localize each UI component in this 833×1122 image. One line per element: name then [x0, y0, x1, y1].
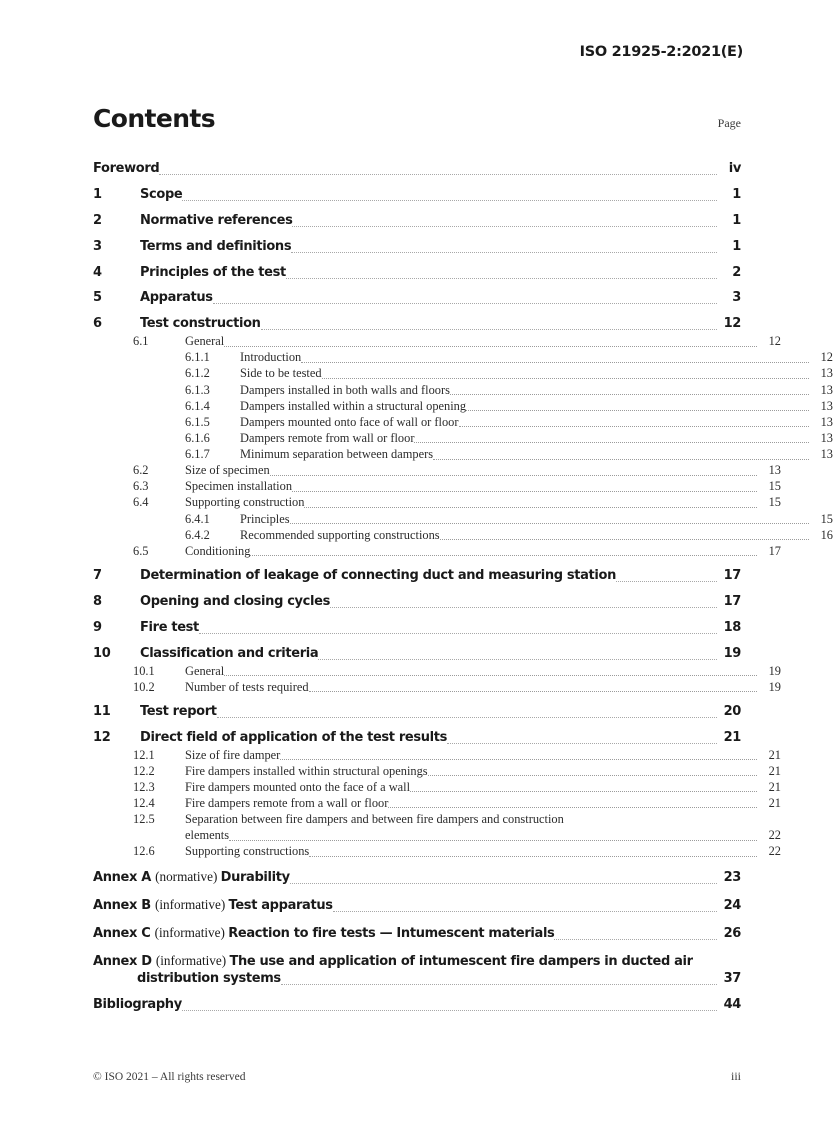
- toc-entry-label-continuation-text: elements: [185, 828, 230, 843]
- toc-entry-body: [140, 187, 741, 204]
- toc-entry-body: [240, 430, 833, 446]
- toc-entry-body: [240, 382, 833, 398]
- toc-entry-label: Apparatus: [140, 290, 213, 306]
- toc-entry-label: General: [185, 334, 225, 349]
- toc-entry[interactable]: [93, 511, 833, 527]
- toc-entry-body: [140, 704, 741, 721]
- toc-entry-body: [140, 730, 741, 747]
- toc-entry-number: 11: [93, 703, 111, 719]
- annex-title-continuation: [93, 971, 741, 988]
- toc-entry-label: Fire dampers installed within structural openings: [185, 763, 428, 778]
- toc-entry-body: [240, 349, 833, 365]
- toc-entry[interactable]: [93, 365, 833, 381]
- toc-page-number: 17: [723, 593, 741, 609]
- toc-page-number: 1: [732, 186, 741, 202]
- toc-entry-label: Minimum separation between dampers: [240, 447, 434, 462]
- toc-entry-body: [185, 478, 781, 494]
- dot-leader: [292, 217, 717, 230]
- toc-entry-number: 6.1.7: [185, 447, 210, 462]
- dot-leader: [224, 666, 757, 678]
- toc-entry[interactable]: [93, 843, 781, 859]
- toc-entry-body: [140, 646, 741, 663]
- toc-page-number: 1: [732, 212, 741, 228]
- toc-entry-number: 6.1.2: [185, 366, 210, 381]
- toc-entry-body: [240, 511, 833, 527]
- toc-annex-entry[interactable]: [93, 952, 741, 988]
- toc-page-number: 26: [723, 926, 741, 942]
- toc-entry-body: [240, 414, 833, 430]
- toc-page-number: 13: [820, 382, 833, 397]
- toc-entry-label: Supporting construction: [185, 495, 305, 510]
- toc-page-number: 23: [723, 870, 741, 886]
- toc-entry-number: 8: [93, 593, 102, 609]
- toc-entry[interactable]: [93, 213, 741, 230]
- page-column-label: Page: [717, 116, 741, 130]
- toc-entry-label: Bibliography: [93, 996, 182, 1012]
- annex-kind: (normative): [155, 869, 221, 885]
- toc-page-number: 12: [768, 334, 781, 349]
- toc-page-number: 21: [768, 779, 781, 794]
- toc-entry[interactable]: [93, 349, 833, 365]
- toc-entry-number: 6.2: [133, 463, 149, 478]
- toc-entry-number: 10: [93, 645, 111, 661]
- toc-bibliography-entry[interactable]: [93, 997, 741, 1014]
- toc-page-number: iv: [728, 161, 741, 176]
- toc-page-number: 17: [723, 567, 741, 583]
- toc-entry-body: [140, 290, 741, 307]
- annex-title: Reaction to fire tests — Intumescent materials: [228, 926, 555, 942]
- toc-entry-number: 1: [93, 186, 102, 202]
- toc-entry-number: 12.4: [133, 795, 155, 810]
- toc-entry-label: General: [185, 663, 225, 678]
- toc-entry-body: [185, 779, 781, 795]
- dot-leader: [466, 401, 809, 413]
- toc-entry[interactable]: [93, 646, 741, 663]
- toc-entry-body: [185, 795, 781, 811]
- toc-entry[interactable]: [93, 333, 781, 349]
- toc-entry-label: Fire dampers mounted onto the face of a wall: [185, 779, 411, 794]
- toc-page-number: 17: [768, 543, 781, 558]
- annex-kind: (informative): [154, 897, 229, 913]
- toc-entry[interactable]: [93, 265, 741, 282]
- toc-entry[interactable]: [93, 398, 833, 414]
- toc-entry-body: [185, 811, 781, 843]
- toc-entry-number: 6: [93, 316, 102, 332]
- annex-name: Annex A: [93, 870, 156, 886]
- toc-entry-number: 2: [93, 212, 102, 228]
- toc-entry-number: 3: [93, 238, 102, 254]
- toc-entry[interactable]: [93, 594, 741, 611]
- annex-kind: (informative): [154, 925, 229, 941]
- toc-entry[interactable]: [93, 382, 833, 398]
- annex-kind: (informative): [155, 953, 230, 969]
- annex-title: The use and application of intumescent fire dampers in ducted air: [229, 954, 693, 970]
- toc-entry-body: [93, 161, 741, 178]
- copyright-notice: © ISO 2021 – All rights reserved: [93, 1071, 246, 1083]
- dot-leader: [224, 337, 757, 349]
- toc-entry-body: [185, 333, 781, 349]
- toc-entry[interactable]: [93, 414, 833, 430]
- toc-entry[interactable]: [93, 316, 741, 333]
- annex-title-continuation-text: distribution systems: [137, 971, 281, 987]
- toc-entry-number: 12.5: [133, 812, 155, 827]
- toc-entry-body: [140, 620, 741, 637]
- toc-entry-label: Determination of leakage of connecting duct and measuring station: [140, 567, 617, 583]
- dot-leader: [414, 434, 809, 446]
- toc-entry-number: 6.3: [133, 479, 149, 494]
- toc-entry[interactable]: [93, 187, 741, 204]
- dot-leader: [388, 799, 757, 811]
- toc-entry[interactable]: [93, 763, 781, 779]
- toc-entry-number: 6.4.1: [185, 511, 210, 526]
- dot-leader: [322, 369, 809, 381]
- toc-annex-entry[interactable]: [93, 868, 741, 887]
- toc-entry[interactable]: [93, 747, 781, 763]
- toc-entry-number: 6.1.3: [185, 382, 210, 397]
- toc-page-number: 19: [768, 679, 781, 694]
- toc-entry-label: Terms and definitions: [140, 238, 292, 254]
- toc-entry-label: Separation between fire dampers and between fire dampers and construction: [185, 812, 564, 827]
- toc-entry-body: [93, 896, 741, 915]
- toc-entry-number: 10.1: [133, 663, 155, 678]
- toc-entry[interactable]: [93, 239, 741, 256]
- table-of-contents: [93, 152, 833, 1014]
- toc-entry-label: Foreword: [93, 161, 160, 176]
- dot-leader: [261, 320, 717, 333]
- toc-entry-label: Dampers installed within a structural opening: [240, 398, 467, 413]
- dot-leader: [280, 750, 757, 762]
- toc-page-number: 18: [723, 619, 741, 635]
- toc-entry-label: Fire test: [140, 619, 199, 635]
- toc-entry[interactable]: [93, 620, 741, 637]
- toc-entry-number: 6.1.4: [185, 398, 210, 413]
- toc-entry-body: [185, 747, 781, 763]
- toc-entry-body: [93, 952, 741, 988]
- toc-entry-label: Principles of the test: [140, 264, 286, 280]
- dot-leader: [286, 268, 717, 281]
- toc-entry[interactable]: [93, 543, 781, 559]
- toc-page-number: 13: [820, 398, 833, 413]
- toc-page-number: 22: [768, 844, 781, 859]
- toc-entry-label: Side to be tested: [240, 366, 322, 381]
- toc-page-number: 21: [768, 795, 781, 810]
- page-footer: [93, 1069, 741, 1084]
- page-title: Contents: [93, 104, 216, 133]
- toc-entry-body: [185, 663, 781, 679]
- dot-leader: [182, 1001, 717, 1014]
- toc-entry-label: Classification and criteria: [140, 645, 319, 661]
- dot-leader: [318, 650, 717, 663]
- annex-name: Annex B: [93, 898, 155, 914]
- toc-page-number: 3: [732, 290, 741, 306]
- annex-title: Test apparatus: [228, 898, 333, 914]
- toc-entry[interactable]: [93, 161, 741, 178]
- toc-entry[interactable]: [93, 446, 833, 462]
- dot-leader: [309, 682, 757, 694]
- toc-entry-label: Size of specimen: [185, 463, 270, 478]
- toc-entry-label: Direct field of application of the test results: [140, 729, 448, 745]
- annex-name: Annex C: [93, 926, 155, 942]
- toc-annex-entry[interactable]: [93, 924, 741, 943]
- toc-entry[interactable]: [93, 811, 781, 843]
- toc-page-number: 1: [732, 238, 741, 254]
- toc-entry-body: [240, 446, 833, 462]
- toc-entry-body: [140, 239, 741, 256]
- toc-page-number: 12: [723, 316, 741, 332]
- toc-entry[interactable]: [93, 795, 781, 811]
- toc-entry-number: 6.5: [133, 543, 149, 558]
- toc-entry-body: [185, 763, 781, 779]
- toc-page-number: 13: [820, 366, 833, 381]
- toc-page-number: 20: [723, 703, 741, 719]
- toc-page-number: 21: [723, 729, 741, 745]
- toc-entry-body: [140, 316, 741, 333]
- toc-entry-number: 12.3: [133, 779, 155, 794]
- document-reference-header: ISO 21925-2:2021(E): [579, 44, 743, 60]
- toc-entry-number: 4: [93, 264, 102, 280]
- dot-leader: [410, 783, 757, 795]
- toc-entry-body: [185, 543, 781, 559]
- dot-leader: [459, 418, 810, 430]
- toc-entry-label: [93, 924, 554, 943]
- toc-entry-number: 12.1: [133, 747, 155, 762]
- toc-entry-label: Size of fire damper: [185, 747, 281, 762]
- toc-entry-number: 10.2: [133, 679, 155, 694]
- dot-leader: [428, 766, 757, 778]
- dot-leader: [182, 191, 717, 204]
- toc-entry-body: [240, 365, 833, 381]
- dot-leader: [450, 385, 809, 397]
- toc-entry-label: [93, 868, 290, 887]
- dot-leader: [616, 572, 717, 585]
- toc-entry-number: 12: [93, 729, 111, 745]
- dot-leader: [292, 482, 757, 494]
- toc-entry-label: Test construction: [140, 316, 261, 332]
- toc-page-number: 22: [768, 828, 781, 843]
- toc-entry[interactable]: [93, 430, 833, 446]
- toc-entry[interactable]: [93, 704, 741, 721]
- dot-leader: [281, 975, 717, 988]
- toc-page-number: 15: [768, 495, 781, 510]
- toc-entry-number: 6.4: [133, 495, 149, 510]
- dot-leader: [554, 930, 717, 943]
- dot-leader: [309, 847, 757, 859]
- toc-entry-label-continuation: [185, 827, 781, 843]
- toc-entry-number: 6.1.6: [185, 430, 210, 445]
- toc-page-number: 37: [723, 971, 741, 987]
- toc-entry[interactable]: [93, 290, 741, 307]
- toc-entry-label: Principles: [240, 511, 290, 526]
- dot-leader: [301, 353, 809, 365]
- toc-entry-label: Dampers mounted onto face of wall or floor: [240, 414, 459, 429]
- dot-leader: [229, 831, 757, 843]
- toc-entry-label: Dampers remote from wall or floor: [240, 430, 415, 445]
- toc-entry[interactable]: [93, 730, 741, 747]
- toc-entry-number: 5: [93, 290, 102, 306]
- dot-leader: [291, 243, 717, 256]
- dot-leader: [199, 624, 717, 637]
- toc-entry-body: [140, 265, 741, 282]
- toc-entry-label: Number of tests required: [185, 679, 309, 694]
- toc-page-number: 19: [723, 645, 741, 661]
- toc-entry[interactable]: [93, 527, 833, 543]
- toc-entry[interactable]: [93, 779, 781, 795]
- toc-page-number: 2: [732, 264, 741, 280]
- toc-page-number: 13: [768, 463, 781, 478]
- toc-entry-number: 6.1.5: [185, 414, 210, 429]
- toc-entry-label: Introduction: [240, 350, 302, 365]
- dot-leader: [250, 547, 757, 559]
- toc-entry-number: 12.6: [133, 844, 155, 859]
- toc-entry-label: [93, 896, 333, 915]
- dot-leader: [433, 450, 809, 462]
- toc-entry-body: [185, 494, 781, 510]
- toc-entry-body: [240, 527, 833, 543]
- toc-entry-body: [185, 679, 781, 695]
- toc-page-number: 13: [820, 430, 833, 445]
- toc-entry-label: Recommended supporting constructions: [240, 527, 440, 542]
- contents-title-bar: [93, 104, 741, 133]
- dot-leader: [440, 530, 809, 542]
- dot-leader: [290, 514, 809, 526]
- toc-entry-body: [140, 568, 741, 585]
- toc-entry-body: [185, 843, 781, 859]
- toc-page-number: 16: [820, 527, 833, 542]
- toc-page-number: 15: [820, 511, 833, 526]
- footer-page-number: iii: [730, 1069, 741, 1083]
- toc-entry-label: Conditioning: [185, 543, 251, 558]
- toc-entry-label: Supporting constructions: [185, 844, 310, 859]
- dot-leader: [290, 874, 717, 887]
- annex-title: Durability: [220, 870, 290, 886]
- toc-entry[interactable]: [93, 462, 781, 478]
- toc-entry-body: [93, 997, 741, 1014]
- dot-leader: [217, 708, 717, 721]
- toc-page-number: 24: [723, 898, 741, 914]
- toc-entry-label: Normative references: [140, 212, 293, 228]
- toc-entry[interactable]: [93, 663, 781, 679]
- toc-entry[interactable]: [93, 478, 781, 494]
- toc-page-number: 21: [768, 747, 781, 762]
- toc-entry[interactable]: [93, 679, 781, 695]
- toc-entry-number: 6.1.1: [185, 350, 210, 365]
- toc-page-number: 12: [820, 350, 833, 365]
- toc-entry-number: 7: [93, 567, 102, 583]
- dot-leader: [304, 498, 757, 510]
- toc-entry-number: 9: [93, 619, 102, 635]
- toc-entry-body: [185, 462, 781, 478]
- toc-entry-label: Specimen installation: [185, 479, 293, 494]
- toc-entry-body: [93, 868, 741, 887]
- toc-page-number: 19: [768, 663, 781, 678]
- toc-page-number: 15: [768, 479, 781, 494]
- toc-entry-label: Fire dampers remote from a wall or floor: [185, 795, 389, 810]
- dot-leader: [213, 294, 717, 307]
- toc-entry[interactable]: [93, 568, 741, 585]
- toc-entry-body: [140, 213, 741, 230]
- toc-entry-label: [93, 952, 741, 971]
- toc-entry-label: Scope: [140, 186, 183, 202]
- toc-annex-entry[interactable]: [93, 896, 741, 915]
- toc-page-number: 21: [768, 763, 781, 778]
- toc-entry[interactable]: [93, 494, 781, 510]
- toc-entry-label: Dampers installed in both walls and floors: [240, 382, 450, 397]
- dot-leader: [159, 165, 717, 178]
- toc-page-number: 13: [820, 414, 833, 429]
- toc-entry-number: 12.2: [133, 763, 155, 778]
- toc-entry-label: Test report: [140, 703, 217, 719]
- toc-entry-number: 6.4.2: [185, 527, 210, 542]
- toc-entry-number: 6.1: [133, 334, 149, 349]
- toc-page-number: 44: [723, 996, 741, 1012]
- dot-leader: [330, 598, 717, 611]
- toc-entry-label: Opening and closing cycles: [140, 593, 331, 609]
- toc-entry-body: [93, 924, 741, 943]
- dot-leader: [270, 466, 757, 478]
- dot-leader: [447, 734, 717, 747]
- dot-leader: [333, 902, 717, 915]
- annex-name: Annex D: [93, 954, 156, 970]
- toc-entry-body: [240, 398, 833, 414]
- toc-page-number: 13: [820, 447, 833, 462]
- toc-entry-body: [140, 594, 741, 611]
